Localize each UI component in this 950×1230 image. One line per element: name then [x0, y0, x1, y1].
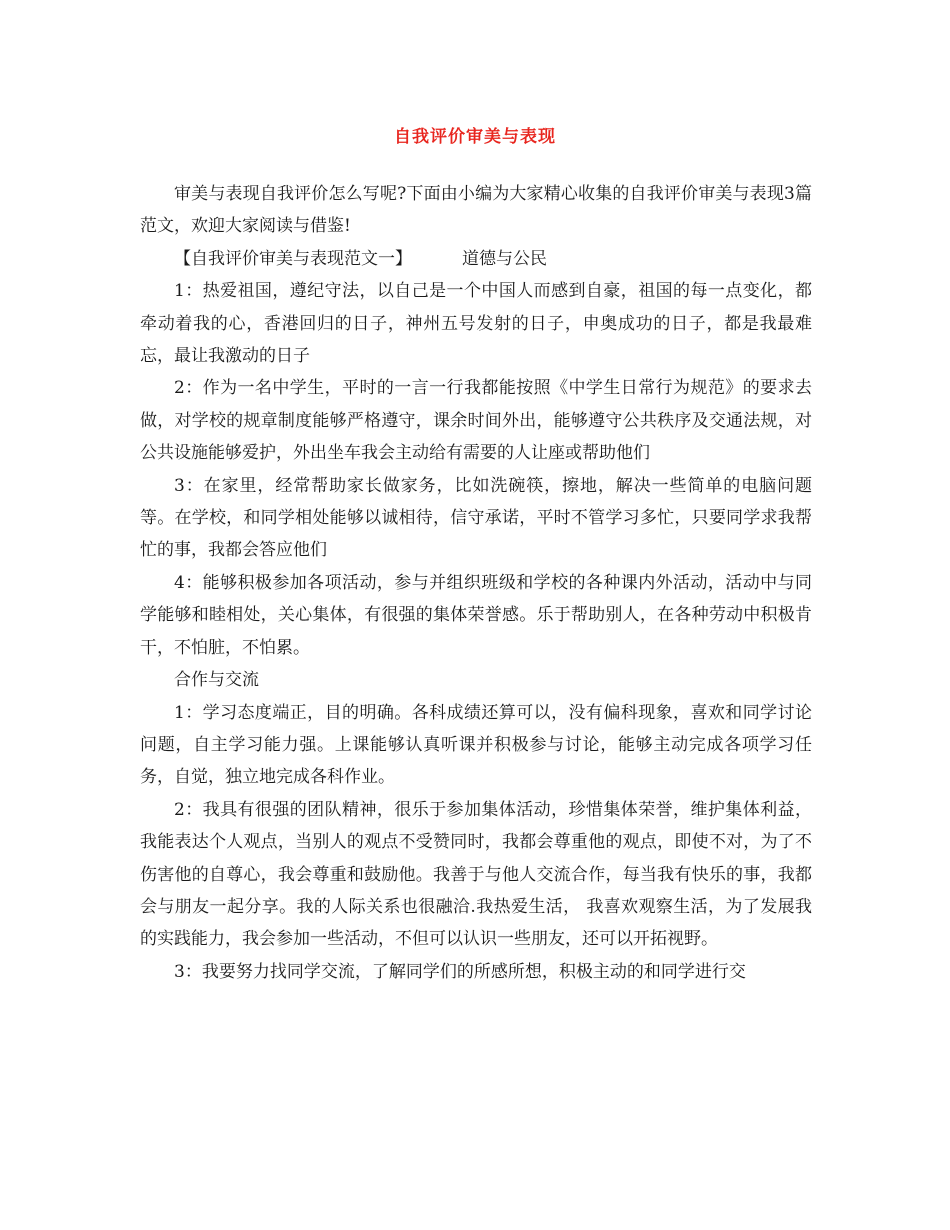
- coop-item-3: 3：我要努力找同学交流，了解同学们的所感所想，积极主动的和同学进行交: [174, 961, 746, 982]
- section2-heading: 合作与交流: [174, 670, 259, 691]
- intro-paragraph: 审美与表现自我评价怎么写呢?下面由小编为大家精心收集的自我评价审美与表现3篇范文，欢迎大家阅读与借鉴!: [140, 184, 812, 237]
- moral-item-2: 2：作为一名中学生，平时的一言一行我都能按照《中学生日常行为规范》的要求去做，对学校的规章制度能够严格遵守，课余时间外出，能够遵守公共秩序及交通法规，对公共设施能够爱护，外出坐车我会主动给有需要的人让座或帮助他们: [140, 378, 812, 464]
- moral-item-3: 3：在家里，经常帮助家长做家务，比如洗碗筷，擦地，解决一些简单的电脑问题等。在学校，和同学相处能够以诚相待，信守承诺，平时不管学习多忙，只要同学求我帮忙的事，我都会答应他们: [140, 475, 812, 561]
- document-title: 自我评价审美与表现: [394, 127, 556, 147]
- moral-item-4: 4：能够积极参加各项活动，参与并组织班级和学校的各种课内外活动，活动中与同学能够和睦相处，关心集体，有很强的集体荣誉感。乐于帮助别人，在各种劳动中积极肯干，不怕脏，不怕累。: [140, 572, 812, 658]
- section1-heading: 【自我评价审美与表现范文一】: [174, 248, 412, 269]
- coop-item-1: 1：学习态度端正，目的明确。各科成绩还算可以，没有偏科现象，喜欢和同学讨论问题，自主学习能力强。上课能够认真听课并积极参与讨论，能够主动完成各项学习任务，自觉，独立地完成各科作业。: [140, 702, 812, 788]
- section1-subheading: 道德与公民: [462, 248, 547, 269]
- coop-item-2: 2：我具有很强的团队精神，很乐于参加集体活动，珍惜集体荣誉，维护集体利益，我能表达个人观点，当别人的观点不受赞同时，我都会尊重他的观点，即使不对，为了不伤害他的自尊心，我会尊重和鼓励他。我善于与他人交流合作，每当我有快乐的事，我都会与朋友一起分享。我的人际关系也很融洽.我热爱生活， 我喜欢观察生活，为了发展我的实践能力，我会参加一些活动，不但可以认识一些朋友，还可以开拓视野。: [140, 799, 812, 950]
- document-body: [140, 178, 812, 988]
- section1-heading-line: [140, 243, 812, 275]
- moral-item-1: 1：热爱祖国，遵纪守法，以自己是一个中国人而感到自豪，祖国的每一点变化，都牵动着我的心，香港回归的日子，神州五号发射的日子，申奥成功的日子，都是我最难忘，最让我激动的日子: [140, 281, 812, 367]
